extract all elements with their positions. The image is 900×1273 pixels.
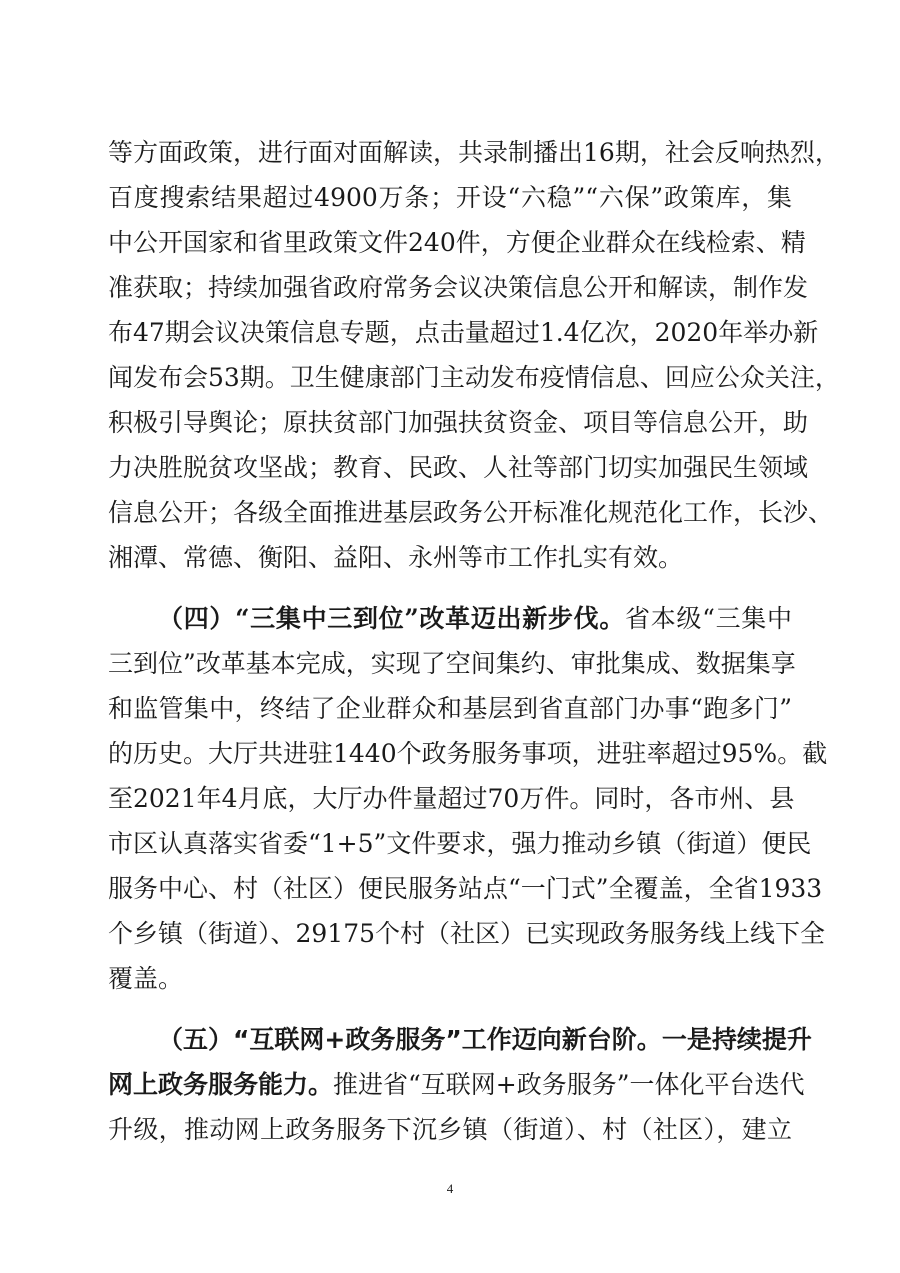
paragraph-line: 服务中心、村（社区）便民服务站点“一门式”全覆盖，全省1933 — [108, 874, 823, 903]
section-heading-5: （五）“互联网+政务服务”工作迈向新台阶。 — [158, 1025, 662, 1054]
paragraph-line: 百度搜索结果超过4900万条；开设“六稳”“六保”政策库，集 — [108, 183, 792, 212]
paragraph-text: 推进省“互联网+政务服务”一体化平台迭代 — [333, 1070, 805, 1099]
subheading-text: 网上政务服务能力。 — [108, 1070, 334, 1099]
paragraph-line: 个乡镇（街道）、29175个村（社区）已实现政务服务线上线下全 — [108, 919, 826, 948]
section-heading-line — [158, 602, 792, 636]
paragraph-line: 三到位”改革基本完成，实现了空间集约、审批集成、数据集享 — [108, 649, 796, 678]
paragraph-line: 积极引导舆论；原扶贫部门加强扶贫资金、项目等信息公开，助 — [108, 408, 809, 437]
paragraph-line: 准获取；持续加强省政府常务会议决策信息公开和解读，制作发 — [108, 273, 809, 302]
section-heading-line — [158, 1023, 812, 1057]
paragraph-line: 闻发布会53期。卫生健康部门主动发布疫情信息、回应公众关注， — [108, 363, 840, 392]
paragraph-line: 力决胜脱贫攻坚战；教育、民政、人社等部门切实加强民生领域 — [108, 453, 809, 482]
paragraph-line: 和监管集中，终结了企业群众和基层到省直部门办事“跑多门” — [108, 694, 792, 723]
paragraph-line — [108, 1068, 805, 1102]
section-heading-4: （四）“三集中三到位”改革迈出新步伐。 — [158, 604, 626, 633]
subheading-text: 一是持续提升 — [661, 1025, 812, 1054]
paragraph-line: 中公开国家和省里政策文件240件，方便企业群众在线检索、精 — [108, 228, 806, 257]
paragraph-line: 等方面政策，进行面对面解读，共录制播出16期，社会反响热烈， — [108, 138, 840, 167]
paragraph-line: 市区认真落实省委“1+5”文件要求，强力推动乡镇（街道）便民 — [108, 829, 812, 858]
paragraph-line: 湘潭、常德、衡阳、益阳、永州等市工作扎实有效。 — [108, 543, 684, 572]
page-number: 4 — [446, 1181, 454, 1196]
paragraph-line: 至2021年4月底，大厅办件量超过70万件。同时，各市州、县 — [108, 784, 795, 813]
paragraph-line: 覆盖。 — [108, 964, 184, 993]
paragraph-line: 的历史。大厅共进驻1440个政务服务事项，进驻率超过95%。截 — [108, 739, 828, 768]
paragraph-line: 升级，推动网上政务服务下沉乡镇（街道）、村（社区），建立 — [108, 1115, 792, 1144]
paragraph-line: 信息公开；各级全面推进基层政务公开标准化规范化工作，长沙、 — [108, 498, 834, 527]
paragraph-line: 布47期会议决策信息专题，点击量超过1.4亿次，2020年举办新 — [108, 318, 819, 347]
paragraph-text: 省本级“三集中 — [625, 604, 792, 633]
